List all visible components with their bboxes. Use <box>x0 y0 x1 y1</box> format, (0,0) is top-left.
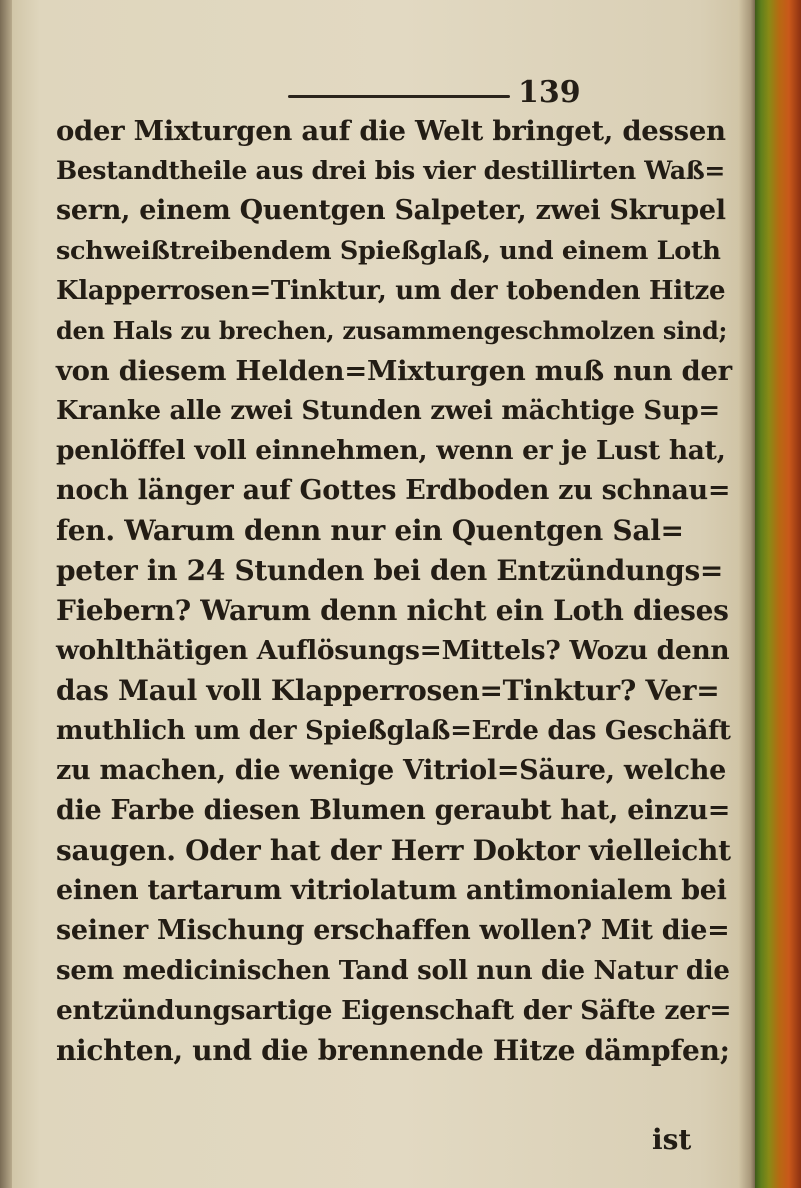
text-line: nichten, und die brennende Hitze dämpfen; <box>56 1034 730 1067</box>
header-rule <box>288 95 510 98</box>
text-line: entzündungsartige Eigenschaft der Säfte zer= <box>56 995 732 1026</box>
text-line: oder Mixturgen auf die Welt bringet, dessen <box>56 115 726 147</box>
text-line: Kranke alle zwei Stunden zwei mächtige Sup= <box>56 396 720 426</box>
text-line: zu machen, die wenige Vitriol=Säure, welche <box>56 755 727 786</box>
text-line: von diesem Helden=Mixturgen muß nun der <box>56 355 732 387</box>
page-edge-shadow <box>738 0 756 1188</box>
text-line: Fiebern? Warum denn nicht ein Loth dieses <box>56 594 729 627</box>
text-line: saugen. Oder hat der Herr Doktor vielleicht <box>56 834 731 867</box>
text-line: den Hals zu brechen, zusammengeschmolzen sind; <box>56 316 728 345</box>
text-line: sern, einem Quentgen Salpeter, zwei Skrupel <box>56 195 726 226</box>
text-line: sem medicinischen Tand soll nun die Natur die <box>56 956 730 986</box>
text-line: das Maul voll Klapperrosen=Tinktur? Ver= <box>56 674 720 707</box>
text-line: noch länger auf Gottes Erdboden zu schnau= <box>56 475 731 506</box>
catchword: ist <box>652 1123 692 1156</box>
text-line: Klapperrosen=Tinktur, um der tobenden Hitze <box>56 276 726 306</box>
text-line: schweißtreibendem Spießglaß, und einem Loth <box>56 236 721 266</box>
text-line: peter in 24 Stunden bei den Entzündungs= <box>56 554 724 587</box>
page-number: 139 <box>518 75 581 110</box>
book-cover-edge <box>755 0 801 1188</box>
text-line: die Farbe diesen Blumen geraubt hat, einzu= <box>56 795 731 826</box>
text-line: Bestandtheile aus drei bis vier destillirten Waß= <box>56 156 726 185</box>
text-line: muthlich um der Spießglaß=Erde das Geschäft <box>56 716 731 746</box>
text-line: einen tartarum vitriolatum antimonialem bei <box>56 875 727 906</box>
text-line: penlöffel voll einnehmen, wenn er je Lust hat, <box>56 435 726 466</box>
text-line: wohlthätigen Auflösungs=Mittels? Wozu denn <box>56 635 730 666</box>
binding-gutter <box>0 0 12 1188</box>
text-line: fen. Warum denn nur ein Quentgen Sal= <box>56 514 684 547</box>
text-line: seiner Mischung erschaffen wollen? Mit die= <box>56 915 730 946</box>
